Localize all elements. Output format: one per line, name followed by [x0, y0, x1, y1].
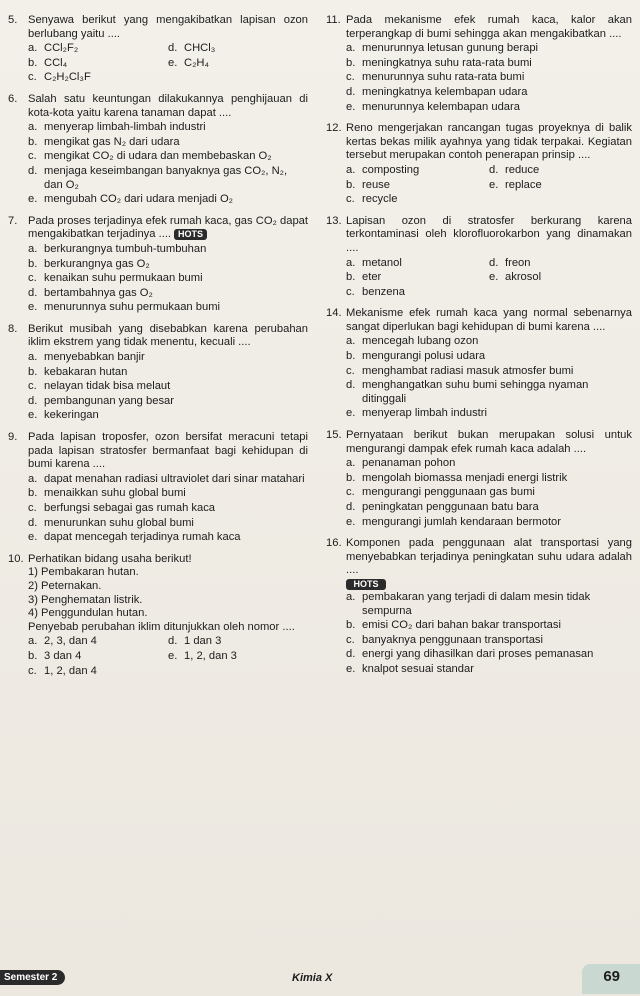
answer-option [489, 271, 632, 285]
question-text [346, 307, 632, 334]
answer-option [28, 71, 168, 85]
answer-option [28, 351, 308, 365]
answer-option [489, 179, 632, 193]
option-text: berkurangnya gas O₂ [44, 257, 150, 270]
answer-option [28, 272, 308, 286]
option-text: composting [362, 163, 420, 176]
option-letter: b. [346, 350, 356, 363]
question-item [8, 14, 308, 85]
question-stem [8, 553, 308, 567]
answer-option [346, 472, 632, 486]
option-letter: b. [28, 257, 38, 270]
answer-option [28, 150, 308, 164]
answer-option [28, 243, 308, 257]
answer-options [28, 121, 308, 207]
option-text: benzena [362, 285, 405, 298]
option-text: recycle [362, 193, 398, 206]
subject-label: Kimia X [292, 972, 333, 984]
option-text: 1, 2, dan 3 [184, 649, 237, 662]
answer-option [346, 350, 632, 364]
question-item [326, 307, 632, 421]
answer-options [346, 163, 632, 207]
question-item [326, 122, 632, 207]
answer-option [28, 287, 308, 301]
answer-option [28, 366, 308, 380]
option-letter: c. [28, 272, 37, 285]
question-stem [8, 215, 308, 242]
page-number: 69 [603, 968, 620, 985]
answer-option [346, 634, 632, 648]
answer-option [346, 257, 489, 271]
answer-option [346, 193, 489, 207]
answer-option [346, 271, 489, 285]
option-letter: a. [346, 256, 356, 269]
answer-option [28, 517, 308, 531]
answer-option [28, 121, 308, 135]
answer-option [346, 486, 632, 500]
answer-options [28, 351, 308, 423]
option-text: menyerap limbah industri [362, 407, 487, 420]
option-letter: b. [346, 619, 356, 632]
option-letter: d. [168, 635, 178, 648]
option-text: replace [505, 178, 542, 191]
answer-option [168, 57, 308, 71]
option-text: meningkatnya suhu rata-rata bumi [362, 56, 532, 69]
option-letter: c. [346, 364, 355, 377]
question-text [28, 14, 308, 41]
option-letter: d. [346, 379, 356, 392]
option-letter: b. [346, 471, 356, 484]
question-number: 6. [8, 92, 18, 105]
option-text: bertambahnya gas O₂ [44, 286, 153, 299]
answer-option [346, 57, 632, 71]
option-letter: b. [346, 178, 356, 191]
answer-option [346, 407, 632, 421]
option-letter: e. [168, 56, 178, 69]
statement-item: 1) Pembakaran hutan. [28, 566, 139, 579]
option-letter: a. [346, 42, 356, 55]
statement-item: 4) Penggundulan hutan. [28, 607, 148, 620]
left-column [8, 14, 308, 686]
answer-options [28, 634, 308, 678]
answer-options [346, 457, 632, 529]
option-letter: d. [346, 85, 356, 98]
question-text-content: Pada mekanisme efek rumah kaca, kalor akan terperangkap di bumi sehingga akan mengakibatkan .... [346, 14, 632, 40]
answer-options [28, 41, 308, 85]
page-footer [0, 962, 640, 996]
option-letter: e. [168, 649, 178, 662]
option-text: menurunkan suhu global bumi [44, 516, 194, 529]
question-text-continued: Penyebab perubahan iklim ditunjukkan oleh nomor .... [28, 620, 295, 633]
question-item [326, 429, 632, 529]
question-text [28, 215, 308, 242]
question-text-content: Perhatikan bidang usaha berikut! [28, 552, 192, 565]
option-text: freon [505, 256, 531, 269]
option-text: 1 dan 3 [184, 635, 222, 648]
answer-option [28, 635, 168, 649]
answer-option [28, 409, 308, 423]
option-letter: d. [346, 648, 356, 661]
option-letter: b. [346, 56, 356, 69]
question-number: 7. [8, 214, 18, 227]
question-number: 9. [8, 431, 18, 444]
question-stem [8, 323, 308, 350]
option-text: menurunnya suhu permukaan bumi [44, 301, 220, 314]
semester-tab: Semester 2 [0, 970, 65, 985]
option-text: banyaknya penggunaan transportasi [362, 633, 543, 646]
question-number: 10. [8, 552, 24, 565]
question-text [346, 122, 632, 163]
option-letter: c. [28, 380, 37, 393]
option-letter: c. [346, 193, 355, 206]
option-text: CCl₄ [44, 56, 68, 69]
answer-option [168, 650, 308, 664]
question-number: 12. [326, 122, 342, 135]
answer-option [28, 487, 308, 501]
option-letter: e. [489, 178, 499, 191]
option-text: kekeringan [44, 409, 99, 422]
right-column [326, 14, 632, 685]
question-item [326, 14, 632, 114]
option-letter: c. [346, 486, 355, 499]
option-text: reuse [362, 178, 390, 191]
option-letter: c. [28, 150, 37, 163]
option-letter: e. [489, 271, 499, 284]
option-letter: d. [168, 42, 178, 55]
question-stem [326, 537, 632, 578]
hots-badge: HOTS [174, 229, 207, 240]
question-number: 16. [326, 537, 342, 550]
option-letter: d. [28, 286, 38, 299]
answer-option [28, 650, 168, 664]
option-letter: a. [346, 335, 356, 348]
answer-option [28, 301, 308, 315]
answer-option [346, 516, 632, 530]
option-text: menurunnya suhu rata-rata bumi [362, 71, 525, 84]
option-text: penanaman pohon [362, 457, 456, 470]
option-text: nelayan tidak bisa melaut [44, 380, 171, 393]
answer-options [346, 591, 632, 677]
option-letter: a. [28, 472, 38, 485]
option-text: 1, 2, dan 4 [44, 664, 97, 677]
question-stem [326, 215, 632, 256]
answer-option [28, 395, 308, 409]
answer-option [28, 165, 308, 192]
question-text-content: Komponen pada penggunaan alat transportasi yang menyebabkan terjadinya peningkatan suhu udara adalah .... [346, 537, 632, 577]
answer-option [28, 531, 308, 545]
answer-option [346, 379, 632, 406]
option-text: kebakaran hutan [44, 365, 128, 378]
option-letter: e. [346, 515, 356, 528]
question-stem [326, 14, 632, 41]
answer-option [346, 101, 632, 115]
option-letter: a. [28, 121, 38, 134]
option-letter: e. [346, 100, 356, 113]
option-text: mengurangi polusi udara [362, 350, 486, 363]
question-text [346, 537, 632, 578]
question-text [28, 93, 308, 120]
option-text: menurunnya kelembapan udara [362, 100, 520, 113]
option-text: berfungsi sebagai gas rumah kaca [44, 502, 216, 514]
question-number: 11. [326, 14, 341, 26]
option-letter: d. [28, 164, 38, 177]
answer-options [346, 256, 632, 300]
option-letter: c. [28, 71, 37, 84]
option-text: akrosol [505, 271, 542, 284]
question-item [8, 323, 308, 423]
option-letter: d. [28, 516, 38, 529]
option-letter: b. [28, 365, 38, 378]
question-text-content: Pada proses terjadinya efek rumah kaca, gas CO₂ dapat mengakibatkan terjadinya .... [28, 214, 308, 241]
option-text: mengikat gas N₂ dari udara [44, 135, 180, 148]
question-stem [8, 14, 308, 41]
question-item [326, 215, 632, 300]
option-text: C₂H₂Cl₃F [44, 71, 91, 84]
question-text [346, 215, 632, 256]
answer-option [346, 648, 632, 662]
option-text: pembangunan yang besar [44, 394, 175, 407]
option-text: mengubah CO₂ dari udara menjadi O₂ [44, 193, 234, 206]
option-letter: c. [346, 633, 355, 646]
answer-options [28, 243, 308, 315]
question-number: 14. [326, 307, 342, 320]
option-letter: d. [489, 163, 499, 176]
option-letter: d. [28, 394, 38, 407]
answer-option [489, 257, 632, 271]
answer-option [346, 335, 632, 349]
option-letter: a. [28, 635, 38, 648]
option-letter: a. [346, 590, 356, 603]
question-text [28, 323, 308, 350]
statement-item: 2) Peternakan. [28, 579, 102, 592]
answer-option [346, 86, 632, 100]
statement-list [28, 566, 308, 620]
question-stem [326, 307, 632, 334]
question-text [346, 14, 632, 41]
option-letter: a. [28, 242, 38, 255]
answer-option [346, 591, 632, 618]
question-stem [8, 93, 308, 120]
option-letter: a. [28, 42, 38, 55]
answer-option [28, 258, 308, 272]
question-text-content: Salah satu keuntungan dilakukannya penghijauan di kota-kota yaitu karena tanaman dapat .... [28, 92, 308, 119]
question-number: 15. [326, 429, 342, 442]
option-letter: b. [28, 487, 38, 500]
option-text: pembakaran yang terjadi di dalam mesin tidak sempurna [362, 590, 591, 617]
option-letter: b. [28, 56, 38, 69]
question-text-content: Pernyataan berikut bukan merupakan solusi untuk mengurangi dampak efek rumah kaca adalah .... [346, 429, 632, 455]
option-letter: a. [346, 163, 356, 176]
option-text: energi yang dihasilkan dari proses pemanasan [362, 648, 594, 661]
question-text-content: Lapisan ozon di stratosfer berkurang karena terkontaminasi oleh klorofluorokarbon yang dinamakan .... [346, 214, 632, 254]
question-item [8, 93, 308, 207]
answer-option [28, 665, 168, 679]
answer-option [28, 502, 308, 516]
option-letter: e. [346, 407, 356, 420]
question-number: 5. [8, 14, 18, 26]
question-text-content: Senyawa berikut yang mengakibatkan lapisan ozon berlubang yaitu .... [28, 14, 308, 40]
question-item [8, 431, 308, 545]
option-text: kenaikan suhu permukaan bumi [44, 272, 203, 285]
option-letter: b. [28, 135, 38, 148]
option-letter: b. [346, 271, 356, 284]
option-text: menghangatkan suhu bumi sehingga nyaman ditinggali [362, 379, 589, 405]
answer-option [346, 42, 632, 56]
option-text: mengikat CO₂ di udara dan membebaskan O₂ [44, 150, 272, 163]
question-text [346, 429, 632, 456]
option-letter: c. [346, 285, 355, 298]
question-text [28, 431, 308, 472]
question-item [8, 553, 308, 678]
question-number: 8. [8, 322, 18, 335]
option-letter: a. [346, 457, 356, 470]
option-text: meningkatnya kelembapan udara [362, 85, 528, 98]
option-text: menghambat radiasi masuk atmosfer bumi [362, 364, 574, 377]
question-stem [8, 431, 308, 472]
answer-option [28, 136, 308, 150]
option-text: menurunnya letusan gunung berapi [362, 42, 539, 55]
option-letter: d. [346, 501, 356, 513]
answer-option [346, 457, 632, 471]
answer-option [346, 663, 632, 677]
answer-option [28, 473, 308, 487]
option-letter: c. [28, 664, 37, 677]
answer-option [489, 164, 632, 178]
answer-option [346, 365, 632, 379]
hots-badge: HOTS [346, 579, 386, 590]
option-letter: e. [28, 193, 38, 206]
option-text: mengurangi jumlah kendaraan bermotor [362, 515, 562, 528]
answer-option [28, 57, 168, 71]
answer-options [346, 42, 632, 114]
option-text: berkurangnya tumbuh-tumbuhan [44, 242, 207, 255]
option-text: 3 dan 4 [44, 649, 82, 662]
question-text-content: Pada lapisan troposfer, ozon bersifat meracuni tetapi pada lapisan stratosfer bermanfaat bagi kehidupan di bumi karena .... [28, 431, 308, 471]
answer-option [168, 42, 308, 56]
answer-options [28, 473, 308, 545]
option-letter: e. [346, 662, 356, 675]
answer-option [346, 164, 489, 178]
option-text: dapat menahan radiasi ultraviolet dari sinar matahari [44, 472, 305, 485]
answer-option [28, 42, 168, 56]
option-text: menyebabkan banjir [44, 351, 145, 364]
answer-option [346, 179, 489, 193]
option-letter: b. [28, 649, 38, 662]
option-text: 2, 3, dan 4 [44, 635, 97, 648]
option-text: mencegah lubang ozon [362, 335, 479, 348]
question-stem [326, 122, 632, 163]
question-number: 13. [326, 214, 342, 227]
option-text: peningkatan penggunaan batu bara [362, 501, 539, 513]
statement-item: 3) Penghematan listrik. [28, 593, 143, 606]
answer-option [346, 619, 632, 633]
option-letter: e. [28, 301, 38, 314]
option-text: mengurangi penggunaan gas bumi [362, 486, 535, 499]
answer-option [346, 286, 489, 300]
option-text: mengolah biomassa menjadi energi listrik [362, 471, 568, 484]
answer-options [346, 335, 632, 421]
option-letter: e. [28, 409, 38, 422]
answer-option [346, 501, 632, 515]
option-text: eter [362, 271, 382, 284]
question-text-content: Mekanisme efek rumah kaca yang normal sebenarnya sangat diperlukan bagi kehidupan di bumi karena .... [346, 307, 632, 333]
question-item [8, 215, 308, 315]
option-text: C₂H₄ [184, 56, 210, 69]
answer-option [28, 380, 308, 394]
option-text: menjaga keseimbangan banyaknya gas CO₂, N₂, dan O₂ [44, 164, 288, 191]
option-text: metanol [362, 256, 402, 269]
answer-option [168, 635, 308, 649]
question-text-content: Berikut musibah yang disebabkan karena perubahan iklim ekstrem yang tidak menentu, kecuali .... [28, 322, 308, 349]
option-text: reduce [505, 163, 540, 176]
option-letter: e. [28, 531, 38, 544]
answer-option [28, 193, 308, 207]
option-text: emisi CO₂ dari bahan bakar transportasi [362, 619, 561, 632]
option-letter: c. [346, 71, 355, 84]
question-item [326, 537, 632, 676]
option-letter: a. [28, 351, 38, 364]
option-text: knalpot sesuai standar [362, 662, 474, 675]
option-text: menaikkan suhu global bumi [44, 487, 186, 500]
question-text-content: Reno mengerjakan rancangan tugas proyeknya di balik kertas bekas milik ayahnya yang tidak terpakai. Kegiatan tersebut merupakan contoh penerapan prinsip .... [346, 122, 632, 162]
option-text: menyerap limbah-limbah industri [44, 121, 206, 134]
answer-option [346, 71, 632, 85]
option-letter: c. [28, 502, 37, 514]
option-text: dapat mencegah terjadinya rumah kaca [44, 531, 241, 544]
option-letter: d. [489, 256, 499, 269]
option-text: CCl₂F₂ [44, 42, 79, 55]
question-text [28, 553, 308, 567]
question-stem [326, 429, 632, 456]
option-text: CHCl₃ [184, 42, 216, 55]
